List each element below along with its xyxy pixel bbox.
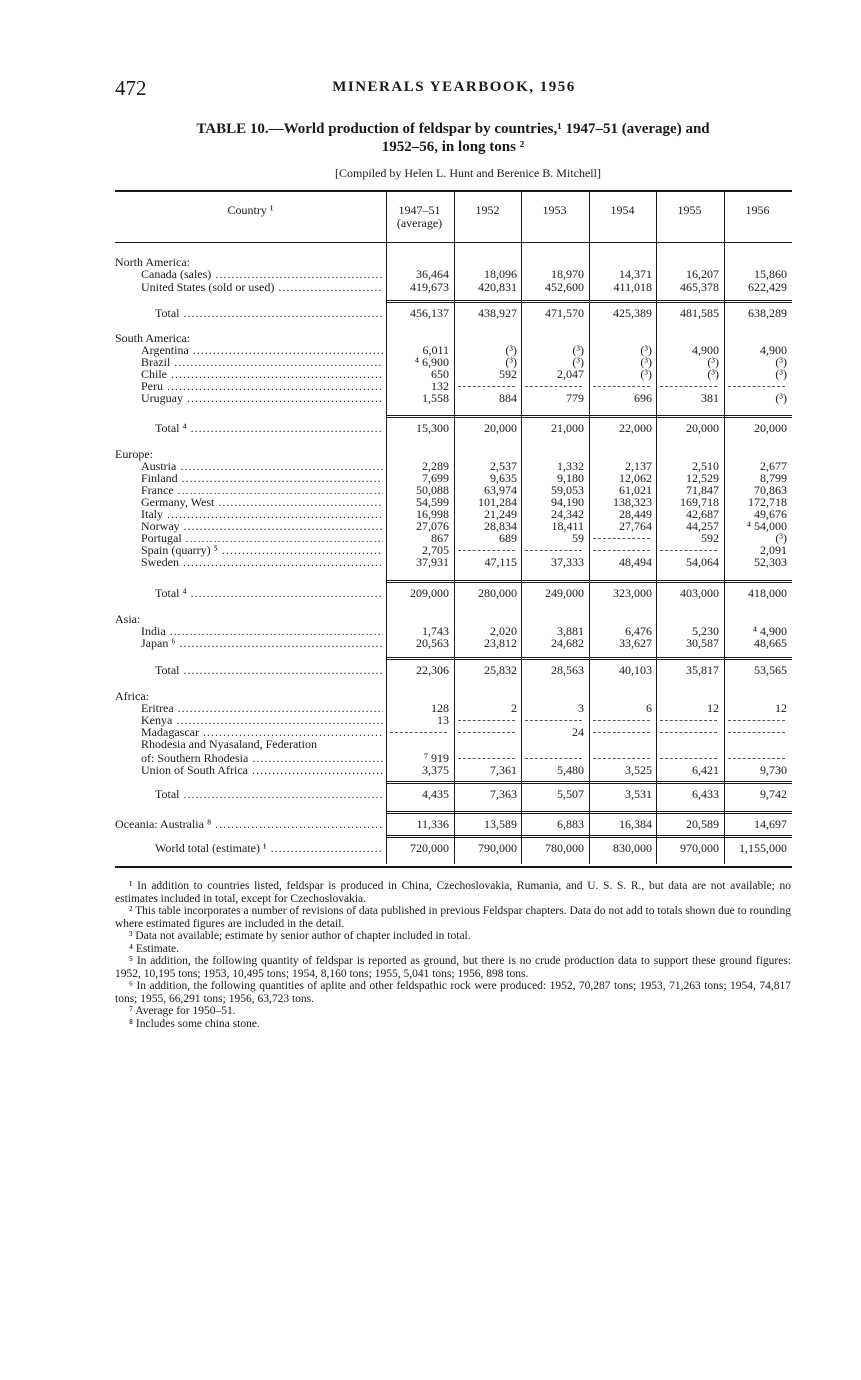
table-cell: 59 bbox=[572, 531, 584, 545]
table-cell: 49,676 bbox=[754, 507, 787, 521]
table-cell: (³) bbox=[505, 355, 517, 369]
table-cell: 18,411 bbox=[551, 519, 584, 533]
table-cell: 22,306 bbox=[416, 663, 449, 677]
total-rule bbox=[386, 300, 792, 301]
row-label: Total ..... bbox=[155, 664, 383, 677]
row-label: World total (estimate) ¹ ..... bbox=[155, 842, 383, 855]
table-cell: 1,743 bbox=[422, 624, 449, 638]
total-row bbox=[115, 664, 792, 677]
table-cell: 54,599 bbox=[416, 495, 449, 509]
empty-cell bbox=[728, 732, 785, 733]
table-cell: 25,832 bbox=[484, 663, 517, 677]
table-cell: 42,687 bbox=[686, 507, 719, 521]
footnote: ⁷ Average for 1950–51. bbox=[129, 1005, 236, 1017]
table-cell: 465,378 bbox=[680, 280, 719, 294]
page-header bbox=[115, 76, 793, 100]
table-cell: 132 bbox=[431, 379, 449, 393]
table-cell: 2,537 bbox=[490, 459, 517, 473]
empty-cell bbox=[660, 720, 717, 721]
empty-cell bbox=[458, 720, 515, 721]
table-cell: 4,900 bbox=[760, 343, 787, 357]
table-cell: 11,336 bbox=[416, 817, 449, 831]
row-label: Asia: bbox=[115, 613, 141, 626]
row-label: Total ..... bbox=[155, 307, 383, 320]
empty-cell bbox=[593, 720, 650, 721]
table-cell: 622,429 bbox=[748, 280, 787, 294]
table-cell: 16,207 bbox=[686, 267, 719, 281]
empty-cell bbox=[660, 758, 717, 759]
table-cell: 27,076 bbox=[416, 519, 449, 533]
table-cell: 790,000 bbox=[478, 841, 517, 855]
table-cell: 18,970 bbox=[551, 267, 584, 281]
table-title bbox=[115, 120, 791, 156]
table-cell: 37,333 bbox=[551, 555, 584, 569]
table-cell: ⁴ 4,900 bbox=[752, 624, 787, 638]
table-cell: 1,332 bbox=[557, 459, 584, 473]
empty-cell bbox=[660, 386, 717, 387]
table-cell: (³) bbox=[707, 355, 719, 369]
row-label: Total ⁴ ..... bbox=[155, 587, 383, 600]
row-label: Argentina ..... bbox=[141, 344, 383, 357]
table-cell: 24,342 bbox=[551, 507, 584, 521]
empty-cell bbox=[728, 720, 785, 721]
table-cell: 5,230 bbox=[692, 624, 719, 638]
empty-cell bbox=[525, 550, 582, 551]
header-year: 1952 bbox=[475, 203, 500, 217]
total-rule bbox=[386, 417, 792, 418]
table-cell: 411,018 bbox=[613, 280, 652, 294]
table-cell: 16,998 bbox=[416, 507, 449, 521]
table-title-line-2: 1952–56, in long tons ² bbox=[381, 139, 525, 155]
row-label: North America: bbox=[115, 256, 190, 269]
table-row bbox=[115, 392, 792, 405]
empty-cell bbox=[390, 732, 447, 733]
row-label: Germany, West ..... bbox=[141, 496, 383, 509]
row-label: Chile ..... bbox=[141, 368, 383, 381]
table-cell: 54,064 bbox=[686, 555, 719, 569]
total-row bbox=[115, 788, 792, 801]
table-cell: 779 bbox=[566, 391, 584, 405]
table-cell: (³) bbox=[505, 343, 517, 357]
footnote: ¹ In addition to countries listed, feldspar is produced in China, Czechoslovakia, Rumania, and U. S. S. R., but data are not available; no estimates included in total, except for Czechoslovakia. bbox=[115, 880, 791, 905]
table-cell: 101,284 bbox=[478, 495, 517, 509]
table-cell: 6,011 bbox=[422, 343, 449, 357]
table-cell: 9,742 bbox=[760, 787, 787, 801]
table-cell: 2,137 bbox=[625, 459, 652, 473]
table-cell: (³) bbox=[775, 367, 787, 381]
total-rule bbox=[386, 580, 792, 581]
rule bbox=[115, 866, 792, 868]
row-label: Portugal ..... bbox=[141, 532, 383, 545]
table-cell: 403,000 bbox=[680, 586, 719, 600]
row-label: Italy ..... bbox=[141, 508, 383, 521]
total-rule bbox=[386, 813, 792, 814]
total-rule bbox=[386, 659, 792, 660]
total-row bbox=[115, 842, 792, 855]
table-cell: 20,563 bbox=[416, 636, 449, 650]
table-cell: (³) bbox=[707, 367, 719, 381]
table-cell: 970,000 bbox=[680, 841, 719, 855]
table-cell: 30,587 bbox=[686, 636, 719, 650]
table-cell: (³) bbox=[775, 355, 787, 369]
table-cell: 20,589 bbox=[686, 817, 719, 831]
table-row bbox=[115, 637, 792, 650]
table-cell: 9,730 bbox=[760, 763, 787, 777]
table-cell: 420,831 bbox=[478, 280, 517, 294]
table-cell: 592 bbox=[701, 531, 719, 545]
footnote: ⁴ Estimate. bbox=[129, 942, 179, 955]
running-title: MINERALS YEARBOOK, 1956 bbox=[332, 79, 576, 95]
table-cell: ⁷ 919 bbox=[423, 751, 449, 765]
table-cell: 40,103 bbox=[619, 663, 652, 677]
total-rule bbox=[386, 781, 792, 782]
row-label: Sweden ..... bbox=[141, 556, 383, 569]
header-year: 1956 bbox=[745, 203, 770, 217]
total-rule bbox=[386, 582, 792, 583]
table-cell: 9,180 bbox=[557, 471, 584, 485]
table-cell: 50,088 bbox=[416, 483, 449, 497]
table-cell: 53,565 bbox=[754, 663, 787, 677]
row-label: India ..... bbox=[141, 625, 383, 638]
table-cell: 592 bbox=[499, 367, 517, 381]
table-cell: 6,433 bbox=[692, 787, 719, 801]
table-cell: 3,525 bbox=[625, 763, 652, 777]
row-label: Brazil ..... bbox=[141, 356, 383, 369]
table-cell: 22,000 bbox=[619, 421, 652, 435]
feldspar-production-table bbox=[115, 190, 792, 870]
empty-cell bbox=[458, 550, 515, 551]
table-cell: 13,589 bbox=[484, 817, 517, 831]
table-row bbox=[115, 764, 792, 777]
footnotes bbox=[115, 880, 791, 1030]
total-rule bbox=[386, 415, 792, 416]
table-cell: 7,361 bbox=[490, 763, 517, 777]
row-label: United States (sold or used) ..... bbox=[141, 281, 383, 294]
table-title-line-1: TABLE 10.—World production of feldspar by countries,¹ 1947–51 (average) and bbox=[196, 121, 710, 137]
empty-cell bbox=[593, 386, 650, 387]
table-cell: 2,047 bbox=[557, 367, 584, 381]
table-cell: ⁴ 54,000 bbox=[746, 519, 787, 533]
table-row bbox=[115, 281, 792, 294]
table-cell: 638,289 bbox=[748, 306, 787, 320]
table-cell: 481,585 bbox=[680, 306, 719, 320]
header-year: 1953 bbox=[542, 203, 567, 217]
table-cell: 28,449 bbox=[619, 507, 652, 521]
table-cell: 24 bbox=[572, 725, 584, 739]
table-cell: 7,699 bbox=[422, 471, 449, 485]
row-label: Africa: bbox=[115, 690, 149, 703]
table-cell: 169,718 bbox=[680, 495, 719, 509]
table-cell: 138,323 bbox=[613, 495, 652, 509]
table-cell: 8,799 bbox=[760, 471, 787, 485]
table-cell: 2,289 bbox=[422, 459, 449, 473]
row-label: Madagascar ..... bbox=[141, 726, 383, 739]
table-cell: 20,000 bbox=[754, 421, 787, 435]
row-label: Canada (sales) ..... bbox=[141, 268, 383, 281]
table-cell: 6,883 bbox=[557, 817, 584, 831]
row-label: Oceania: Australia ⁸ ..... bbox=[115, 818, 383, 831]
table-cell: 323,000 bbox=[613, 586, 652, 600]
empty-cell bbox=[525, 758, 582, 759]
table-cell: 14,371 bbox=[619, 267, 652, 281]
table-cell: 12 bbox=[707, 701, 719, 715]
table-cell: 13 bbox=[437, 713, 449, 727]
page-number: 472 bbox=[115, 76, 147, 100]
row-label: of: Southern Rhodesia ..... bbox=[141, 752, 383, 765]
empty-cell bbox=[458, 758, 515, 759]
header-year: 1947–51 (average) bbox=[396, 203, 443, 230]
table-cell: (³) bbox=[572, 343, 584, 357]
table-cell: 12,529 bbox=[686, 471, 719, 485]
empty-cell bbox=[593, 758, 650, 759]
table-cell: 456,137 bbox=[410, 306, 449, 320]
table-cell: 37,931 bbox=[416, 555, 449, 569]
table-cell: 5,507 bbox=[557, 787, 584, 801]
total-row bbox=[115, 422, 792, 435]
table-cell: 35,817 bbox=[686, 663, 719, 677]
footnote: ² This table incorporates a number of revisions of data published in previous Feldspar chapters. Data do not add to totals shown due to rounding where estimated figures are included in the detail. bbox=[115, 905, 791, 930]
table-cell: 419,673 bbox=[410, 280, 449, 294]
row-label: South America: bbox=[115, 332, 190, 345]
empty-cell bbox=[593, 550, 650, 551]
footnote: ⁵ In addition, the following quantity of feldspar is reported as ground, but there is no crude production data to support these ground figures: 1952, 10,195 tons; 1953, 10,495 tons; 1954, 8,160 tons; 1955, 5,041 tons; 1956, 898 tons. bbox=[115, 955, 791, 980]
table-cell: 5,480 bbox=[557, 763, 584, 777]
table-cell: 2,510 bbox=[692, 459, 719, 473]
table-cell: 6,476 bbox=[625, 624, 652, 638]
table-cell: 4,435 bbox=[422, 787, 449, 801]
total-rule bbox=[386, 302, 792, 303]
table-cell: 6 bbox=[646, 701, 652, 715]
table-cell: 52,303 bbox=[754, 555, 787, 569]
table-cell: 720,000 bbox=[410, 841, 449, 855]
table-cell: 867 bbox=[431, 531, 449, 545]
table-cell: 16,384 bbox=[619, 817, 652, 831]
table-cell: 425,389 bbox=[613, 306, 652, 320]
table-cell: 471,570 bbox=[545, 306, 584, 320]
table-cell: 18,096 bbox=[484, 267, 517, 281]
table-cell: ⁴ 6,900 bbox=[414, 355, 449, 369]
header-year: 1955 bbox=[677, 203, 702, 217]
table-cell: 28,834 bbox=[484, 519, 517, 533]
table-cell: 21,000 bbox=[551, 421, 584, 435]
total-rule bbox=[386, 811, 792, 812]
table-cell: 452,600 bbox=[545, 280, 584, 294]
table-cell: (³) bbox=[640, 343, 652, 357]
row-label: Peru ..... bbox=[141, 380, 383, 393]
table-cell: 2,705 bbox=[422, 543, 449, 557]
table-cell: 3,881 bbox=[557, 624, 584, 638]
compiled-by: [Compiled by Helen L. Hunt and Berenice B. Mitchell] bbox=[335, 166, 601, 180]
table-row bbox=[115, 556, 792, 569]
table-cell: 27,764 bbox=[619, 519, 652, 533]
table-cell: 24,682 bbox=[551, 636, 584, 650]
table-cell: 23,812 bbox=[484, 636, 517, 650]
table-cell: 15,860 bbox=[754, 267, 787, 281]
table-cell: 71,847 bbox=[686, 483, 719, 497]
row-label: France ..... bbox=[141, 484, 383, 497]
table-cell: 2,091 bbox=[760, 543, 787, 557]
row-label: Austria ..... bbox=[141, 460, 383, 473]
region-heading bbox=[115, 738, 792, 751]
empty-cell bbox=[593, 732, 650, 733]
table-cell: 172,718 bbox=[748, 495, 787, 509]
table-cell: 94,190 bbox=[551, 495, 584, 509]
total-rule bbox=[386, 835, 792, 836]
table-cell: 47,115 bbox=[484, 555, 517, 569]
empty-cell bbox=[728, 758, 785, 759]
table-cell: 128 bbox=[431, 701, 449, 715]
footnote: ⁸ Includes some china stone. bbox=[129, 1017, 260, 1030]
table-cell: 59,053 bbox=[551, 483, 584, 497]
table-cell: 2,020 bbox=[490, 624, 517, 638]
table-cell: 249,000 bbox=[545, 586, 584, 600]
table-cell: 21,249 bbox=[484, 507, 517, 521]
table-cell: 48,665 bbox=[754, 636, 787, 650]
table-cell: 70,863 bbox=[754, 483, 787, 497]
table-cell: (³) bbox=[775, 391, 787, 405]
total-rule bbox=[386, 657, 792, 658]
row-label: Rhodesia and Nyasaland, Federation bbox=[141, 738, 317, 751]
total-row bbox=[115, 818, 792, 831]
table-cell: 12,062 bbox=[619, 471, 652, 485]
table-cell: 2 bbox=[511, 701, 517, 715]
table-cell: 418,000 bbox=[748, 586, 787, 600]
empty-cell bbox=[660, 550, 717, 551]
table-cell: 4,900 bbox=[692, 343, 719, 357]
table-cell: (³) bbox=[775, 531, 787, 545]
table-cell: 3,375 bbox=[422, 763, 449, 777]
total-rule bbox=[386, 837, 792, 838]
row-label: Europe: bbox=[115, 448, 153, 461]
row-label: Uruguay ..... bbox=[141, 392, 383, 405]
table-cell: (³) bbox=[640, 367, 652, 381]
table-cell: 48,494 bbox=[619, 555, 652, 569]
footnote: ⁶ In addition, the following quantities of aplite and other feldspathic rock were produced: 1952, 70,287 tons; 1953, 71,263 tons; 1954, 74,817 tons; 1955, 66,291 tons; 1956, 63,723 tons. bbox=[115, 980, 791, 1005]
table-cell: (³) bbox=[572, 355, 584, 369]
row-label: Eritrea ..... bbox=[141, 702, 383, 715]
table-cell: 44,257 bbox=[686, 519, 719, 533]
empty-cell bbox=[593, 538, 650, 539]
table-cell: 1,155,000 bbox=[739, 841, 787, 855]
table-cell: 438,927 bbox=[478, 306, 517, 320]
table-cell: 3 bbox=[578, 701, 584, 715]
table-cell: 12 bbox=[775, 701, 787, 715]
row-label: Spain (quarry) ⁵ ..... bbox=[141, 544, 383, 557]
table-cell: 830,000 bbox=[613, 841, 652, 855]
table-cell: 696 bbox=[634, 391, 652, 405]
empty-cell bbox=[458, 386, 515, 387]
row-label: Union of South Africa ..... bbox=[141, 764, 383, 777]
row-label: Kenya ..... bbox=[141, 714, 383, 727]
table-cell: 650 bbox=[431, 367, 449, 381]
table-cell: 689 bbox=[499, 531, 517, 545]
table-cell: 381 bbox=[701, 391, 719, 405]
row-label: Norway ..... bbox=[141, 520, 383, 533]
table-cell: 36,464 bbox=[416, 267, 449, 281]
table-cell: (³) bbox=[640, 355, 652, 369]
footnote: ³ Data not available; estimate by senior author of chapter included in total. bbox=[129, 930, 471, 942]
total-row bbox=[115, 307, 792, 320]
header-country: Country ¹ bbox=[227, 203, 274, 217]
table-cell: 61,021 bbox=[619, 483, 652, 497]
table-cell: 780,000 bbox=[545, 841, 584, 855]
table-cell: 884 bbox=[499, 391, 517, 405]
header-year: 1954 bbox=[610, 203, 635, 217]
table-cell: 7,363 bbox=[490, 787, 517, 801]
table-cell: 28,563 bbox=[551, 663, 584, 677]
table-cell: 20,000 bbox=[686, 421, 719, 435]
empty-cell bbox=[458, 732, 515, 733]
row-label: Total ⁴ ..... bbox=[155, 422, 383, 435]
empty-cell bbox=[728, 386, 785, 387]
table-cell: 33,627 bbox=[619, 636, 652, 650]
table-cell: 20,000 bbox=[484, 421, 517, 435]
empty-cell bbox=[525, 386, 582, 387]
total-row bbox=[115, 587, 792, 600]
row-label: Total ..... bbox=[155, 788, 383, 801]
table-cell: 63,974 bbox=[484, 483, 517, 497]
table-cell: 15,300 bbox=[416, 421, 449, 435]
table-cell: 9,635 bbox=[490, 471, 517, 485]
table-cell: 1,558 bbox=[422, 391, 449, 405]
empty-cell bbox=[660, 732, 717, 733]
table-cell: 2,677 bbox=[760, 459, 787, 473]
total-rule bbox=[386, 783, 792, 784]
table-cell: 6,421 bbox=[692, 763, 719, 777]
table-cell: 280,000 bbox=[478, 586, 517, 600]
empty-cell bbox=[525, 720, 582, 721]
row-label: Finland ..... bbox=[141, 472, 383, 485]
table-cell: 3,531 bbox=[625, 787, 652, 801]
row-label: Japan ⁶ ..... bbox=[141, 637, 383, 650]
table-cell: 209,000 bbox=[410, 586, 449, 600]
table-cell: 14,697 bbox=[754, 817, 787, 831]
